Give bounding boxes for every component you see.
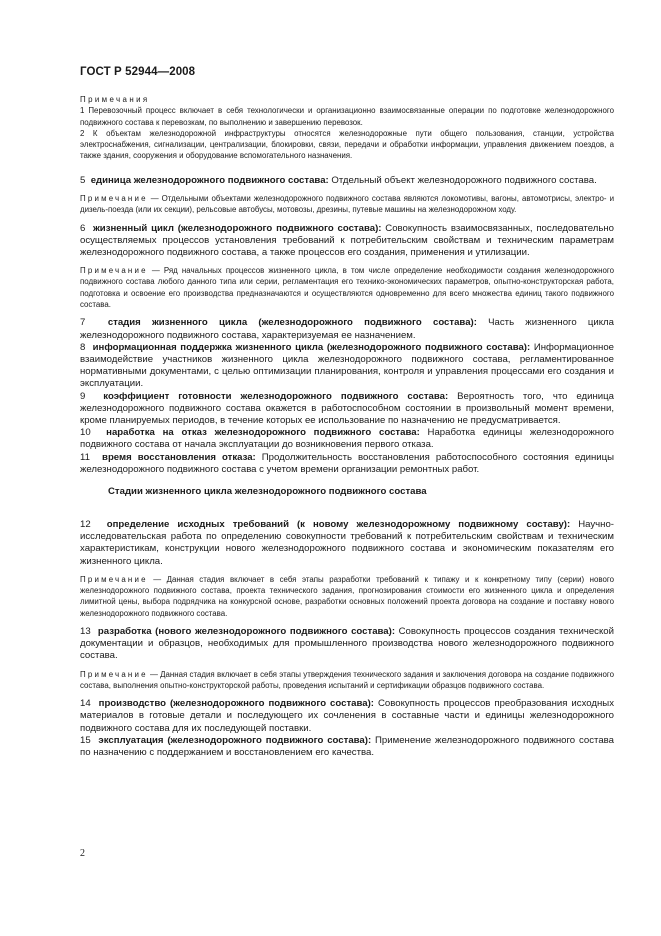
note-dash: —: [147, 669, 161, 679]
term-8: [80, 342, 614, 391]
term-title: жизненный цикл (железнодорожного подвижного состава):: [93, 222, 382, 234]
term-number: 6: [80, 222, 86, 234]
term-definition: Совокупность взаимосвязанных, последовательно осуществляемых процессов установления требований к потребительским свойствам и техническим параметрам железнодорожного подвижного состава, а также процессов его создания, применения и утилизации.: [80, 222, 614, 258]
term-title: информационная поддержка жизненного цикла (железнодорожного подвижного состава):: [92, 341, 531, 353]
note-dash: —: [147, 266, 164, 276]
term-note-12: [80, 574, 614, 619]
note-label: Примечание: [80, 266, 148, 276]
term-definition: Применение железнодорожного подвижного состава по назначению с поддержанием и восстановлением его качества.: [80, 734, 614, 759]
term-12: [80, 519, 614, 568]
note-item-2: 2 К объектам железнодорожной инфраструктуры относятся железнодорожные пути общего пользования, станции, устройства электроснабжения, сигнализации, централизации, блокировки, связи, передачи и обработки информации, управления движением поездов, а также здания, сооружения и оборудование вспомогательного назначения.: [80, 128, 614, 161]
note-label: Примечание: [80, 669, 148, 679]
term-title: время восстановления отказа:: [102, 451, 256, 463]
term-title: единица железнодорожного подвижного состава:: [90, 174, 329, 186]
term-number: 11: [80, 451, 90, 463]
note-label: Примечание: [80, 574, 148, 584]
term-number: 15: [80, 734, 91, 746]
term-note-5: [80, 193, 614, 216]
term-definition: Научно-исследовательская работа по определению совокупности требований к потребительским свойствам и техническим характеристикам, конструкции нового железнодорожного подвижного состава и экономическим показателям его жизненного цикла.: [80, 519, 614, 567]
note-text: Данная стадия включает в себя этапы разработки требований к типажу и к конкретному типу (серии) нового железнодорожного подвижного состава, проекта технического задания, прогнозирования стоимости его жизненного цикла и определения лимитной цены, выбора подрядчика на конкурсной основе, разработки основных положений проекта договора на создание и поставку нового железнодорожного подвижного состава.: [80, 574, 614, 618]
term-15: [80, 735, 614, 759]
term-number: 10: [80, 427, 91, 439]
term-14: [80, 698, 614, 735]
term-11: [80, 452, 614, 476]
term-title: разработка (нового железнодорожного подвижного состава):: [97, 626, 396, 638]
term-definition: Совокупность процессов преобразования исходных материалов в готовые детали и последующего их сочленения в составные части и единицы железнодорожного подвижного состава для их последующей поставки.: [80, 698, 614, 734]
term-number: 8: [80, 341, 86, 353]
term-definition: Вероятность того, что единица железнодорожного подвижного состава окажется в работоспособном состоянии в произвольный момент времени, кроме планируемых периодов, в течение которых ее использование по назначению не предусматривается.: [80, 390, 614, 426]
notes-intro: [80, 94, 614, 162]
note-dash: —: [147, 574, 167, 584]
term-number: 9: [80, 390, 86, 402]
term-number: 12: [80, 519, 91, 531]
document-header: ГОСТ Р 52944—2008: [80, 66, 196, 78]
note-item-1: 1 Перевозочный процесс включает в себя технологически и организационно взаимосвязанные операции по подготовке железнодорожного подвижного состава к перевозкам, по выполнению и завершению перевозок.: [80, 106, 614, 127]
term-number: 13: [80, 626, 91, 638]
page-number: 2: [80, 848, 85, 859]
notes-title: Примечания: [80, 95, 150, 104]
term-definition: Часть жизненного цикла железнодорожного подвижного состава, характеризуемая ее назначением.: [80, 317, 614, 341]
term-10: [80, 427, 614, 451]
term-title: коэффициент готовности железнодорожного подвижного состава:: [103, 390, 449, 402]
term-definition: Продолжительность восстановления работоспособного состояния единицы железнодорожного подвижного состава с учетом времени организации ремонтных работ.: [80, 451, 614, 475]
term-note-13: [80, 669, 614, 692]
note-text: Данная стадия включает в себя этапы утверждения технического задания и заключения договора на создание подвижного состава, выполнения опытно-конструкторской работы, проведения испытаний и сертификации образцов подвижного состава.: [80, 669, 614, 690]
term-title: определение исходных требований (к новому железнодорожному подвижному составу):: [106, 519, 571, 531]
term-5: [80, 175, 614, 187]
term-definition: Наработка единицы железнодорожного подвижного состава от начала эксплуатации до возникновения первого отказа.: [80, 427, 614, 451]
term-definition: Информационное взаимодействие участников жизненного цикла железнодорожного подвижного состава, регламентированное нормативными документами, с целью оптимизации планирования, контроля и управления процессами его создания и эксплуатации.: [80, 341, 614, 390]
term-6: [80, 223, 614, 260]
term-title: наработка на отказ железнодорожного подвижного состава:: [106, 427, 420, 439]
term-13: [80, 626, 614, 663]
term-7: [80, 317, 614, 341]
term-definition: Совокупность процессов создания технической документации и образцов, необходимых для промышленного производства нового железнодорожного подвижного состава.: [80, 626, 614, 662]
note-text: Отдельными объектами железнодорожного подвижного состава являются локомотивы, вагоны, автомотрисы, электро- и дизель-поезда (или их секции), рельсовые автобусы, мотовозы, дрезины, путевые машины на железнодорожном ходу.: [80, 193, 615, 215]
term-title: стадия жизненного цикла (железнодорожного подвижного состава):: [107, 317, 477, 329]
term-number: 5: [80, 174, 86, 186]
note-text: Ряд начальных процессов жизненного цикла, в том числе определение необходимости создания железнодорожного подвижного состава любого данного типа или серии, регламентация его технико-экономических параметров, опытно-конструкторская работа, подготовка и освоение его производства предназначаются и осуществляются одновременно для всего множества единиц такого подвижного состава.: [80, 266, 615, 310]
term-note-6: [80, 265, 614, 310]
term-definition: Отдельный объект железнодорожного подвижного состава.: [328, 174, 597, 186]
term-title: эксплуатация (железнодорожного подвижного состава):: [98, 734, 372, 746]
section-heading: Стадии жизненного цикла железнодорожного подвижного состава: [108, 486, 427, 498]
term-9: [80, 391, 614, 428]
page-content: [80, 94, 614, 765]
note-dash: —: [147, 193, 162, 203]
term-title: производство (железнодорожного подвижного состава):: [98, 698, 374, 710]
note-label: Примечание: [80, 193, 148, 203]
term-number: 14: [80, 698, 91, 710]
term-number: 7: [80, 317, 86, 329]
